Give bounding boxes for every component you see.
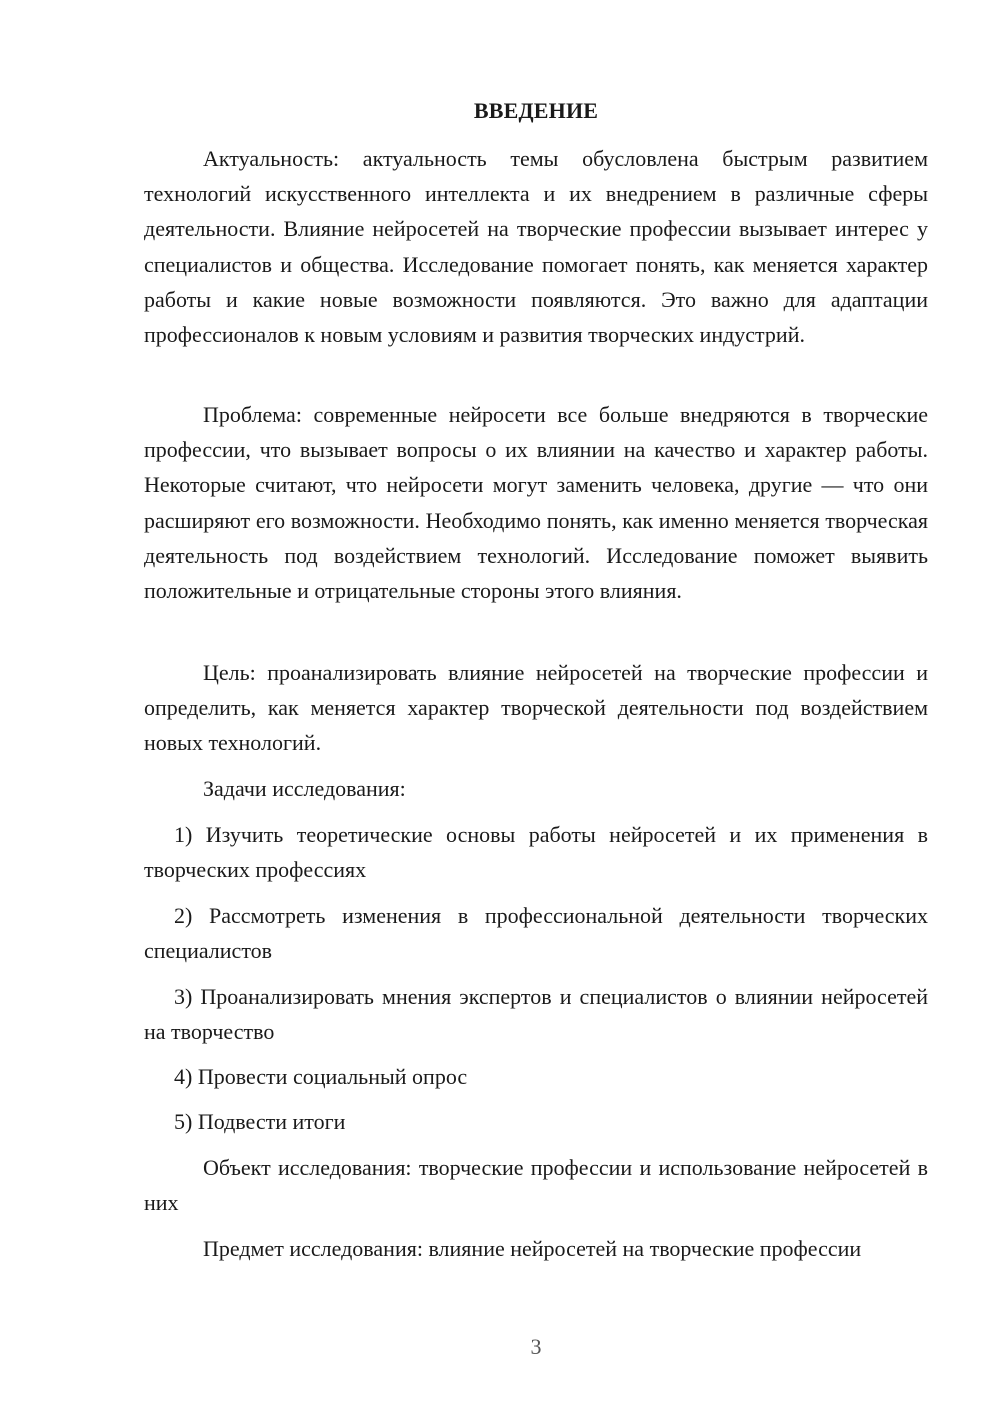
problem-paragraph: Проблема: современные нейросети все больше внедряются в творческие профессии, что вызывает вопросы о их влиянии на качество и характер работы. Некоторые считают, что нейросети могут заменить человека, другие — что они расширяют его возможности. Необходимо понять, как именно меняется творческая деятельность под воздействием технологий. Исследование поможет выявить положительные и отрицательные стороны этого влияния. (144, 402, 928, 604)
task-item-3: 3) Проанализировать мнения экспертов и специалистов о влиянии нейросетей на творчество (144, 984, 928, 1045)
task-item-2: 2) Рассмотреть изменения в профессиональной деятельности творческих специалистов (144, 903, 928, 964)
task-item-5: 5) Подвести итоги (174, 1109, 346, 1134)
object-paragraph: Объект исследования: творческие профессии и использование нейросетей в них (144, 1155, 928, 1216)
relevance-paragraph: Актуальность: актуальность темы обусловлена быстрым развитием технологий искусственного интеллекта и их внедрением в различные сферы деятельности. Влияние нейросетей на творческие профессии вызывает интерес у специалистов и общества. Исследование помогает понять, как меняется характер работы и какие новые возможности появляются. Это важно для адаптации профессионалов к новым условиям и развития творческих индустрий. (144, 146, 928, 348)
document-page (144, 0, 928, 1414)
tasks-heading: Задачи исследования: (203, 776, 406, 801)
task-item-4: 4) Провести социальный опрос (174, 1064, 468, 1089)
goal-paragraph: Цель: проанализировать влияние нейросетей на творческие профессии и определить, как меняется характер творческой деятельности под воздействием новых технологий. (144, 660, 928, 756)
section-title: ВВЕДЕНИЕ (473, 98, 599, 123)
page-number: 3 (530, 1334, 542, 1359)
subject-paragraph: Предмет исследования: влияние нейросетей на творческие профессии (203, 1236, 862, 1261)
task-item-1: 1) Изучить теоретические основы работы нейросетей и их применения в творческих профессиях (144, 822, 928, 883)
